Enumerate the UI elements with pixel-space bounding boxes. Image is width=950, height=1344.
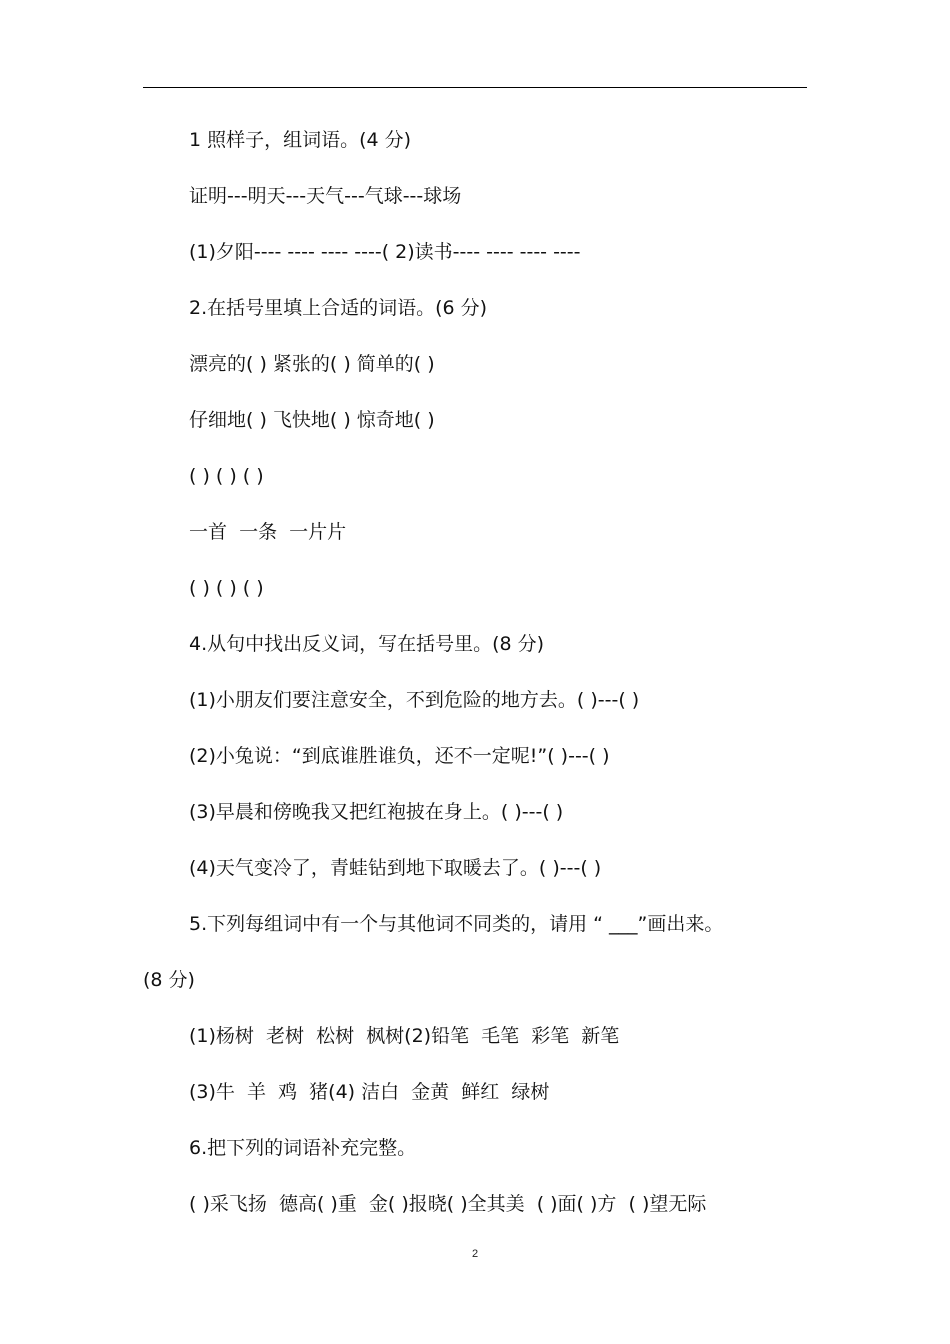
question-1-items: (1)夕阳---- ---- ---- ----( 2)读书---- ---- ---- ----: [189, 241, 581, 263]
measure-words-row: 一首 一条 一片片: [189, 521, 347, 543]
question-6-items: ( )采飞扬 德高( )重 金( )报晓( )全其美 ( )面( )方 ( )望无际: [189, 1193, 707, 1215]
page-number: 2: [471, 1248, 479, 1260]
blank-row: ( ) ( ) ( ): [189, 577, 264, 599]
example-line: 证明---明天---天气---气球---球场: [189, 185, 462, 207]
question-4-item-4: (4)天气变冷了，青蛙钻到地下取暖去了。( )---( ): [189, 857, 602, 879]
question-2-row-1: 漂亮的( ) 紧张的( ) 简单的( ): [189, 353, 435, 375]
question-1-heading: 1 照样子，组词语。(4 分): [189, 129, 412, 151]
question-5-heading: 5.下列每组词中有一个与其他词不同类的，请用 “ ___”画出来。: [189, 913, 724, 935]
question-5-row-1: (1)杨树 老树 松树 枫树(2)铅笔 毛笔 彩笔 新笔: [189, 1025, 620, 1047]
question-2-heading: 2.在括号里填上合适的词语。(6 分): [189, 297, 488, 319]
header-rule: [143, 87, 807, 88]
question-2-row-2: 仔细地( ) 飞快地( ) 惊奇地( ): [189, 409, 435, 431]
question-5-heading-continuation: (8 分): [143, 969, 195, 991]
question-4-item-2: (2)小兔说：“到底谁胜谁负，还不一定呢!”( )---( ): [189, 745, 610, 767]
question-4-item-3: (3)早晨和傍晚我又把红袍披在身上。( )---( ): [189, 801, 564, 823]
question-6-heading: 6.把下列的词语补充完整。: [189, 1137, 417, 1159]
document-body: [143, 112, 823, 1232]
question-4-item-1: (1)小朋友们要注意安全，不到危险的地方去。( )---( ): [189, 689, 640, 711]
question-4-heading: 4.从句中找出反义词，写在括号里。(8 分): [189, 633, 545, 655]
question-5-row-2: (3)牛 羊 鸡 猪(4) 洁白 金黄 鲜红 绿树: [189, 1081, 550, 1103]
blank-row: ( ) ( ) ( ): [189, 465, 264, 487]
